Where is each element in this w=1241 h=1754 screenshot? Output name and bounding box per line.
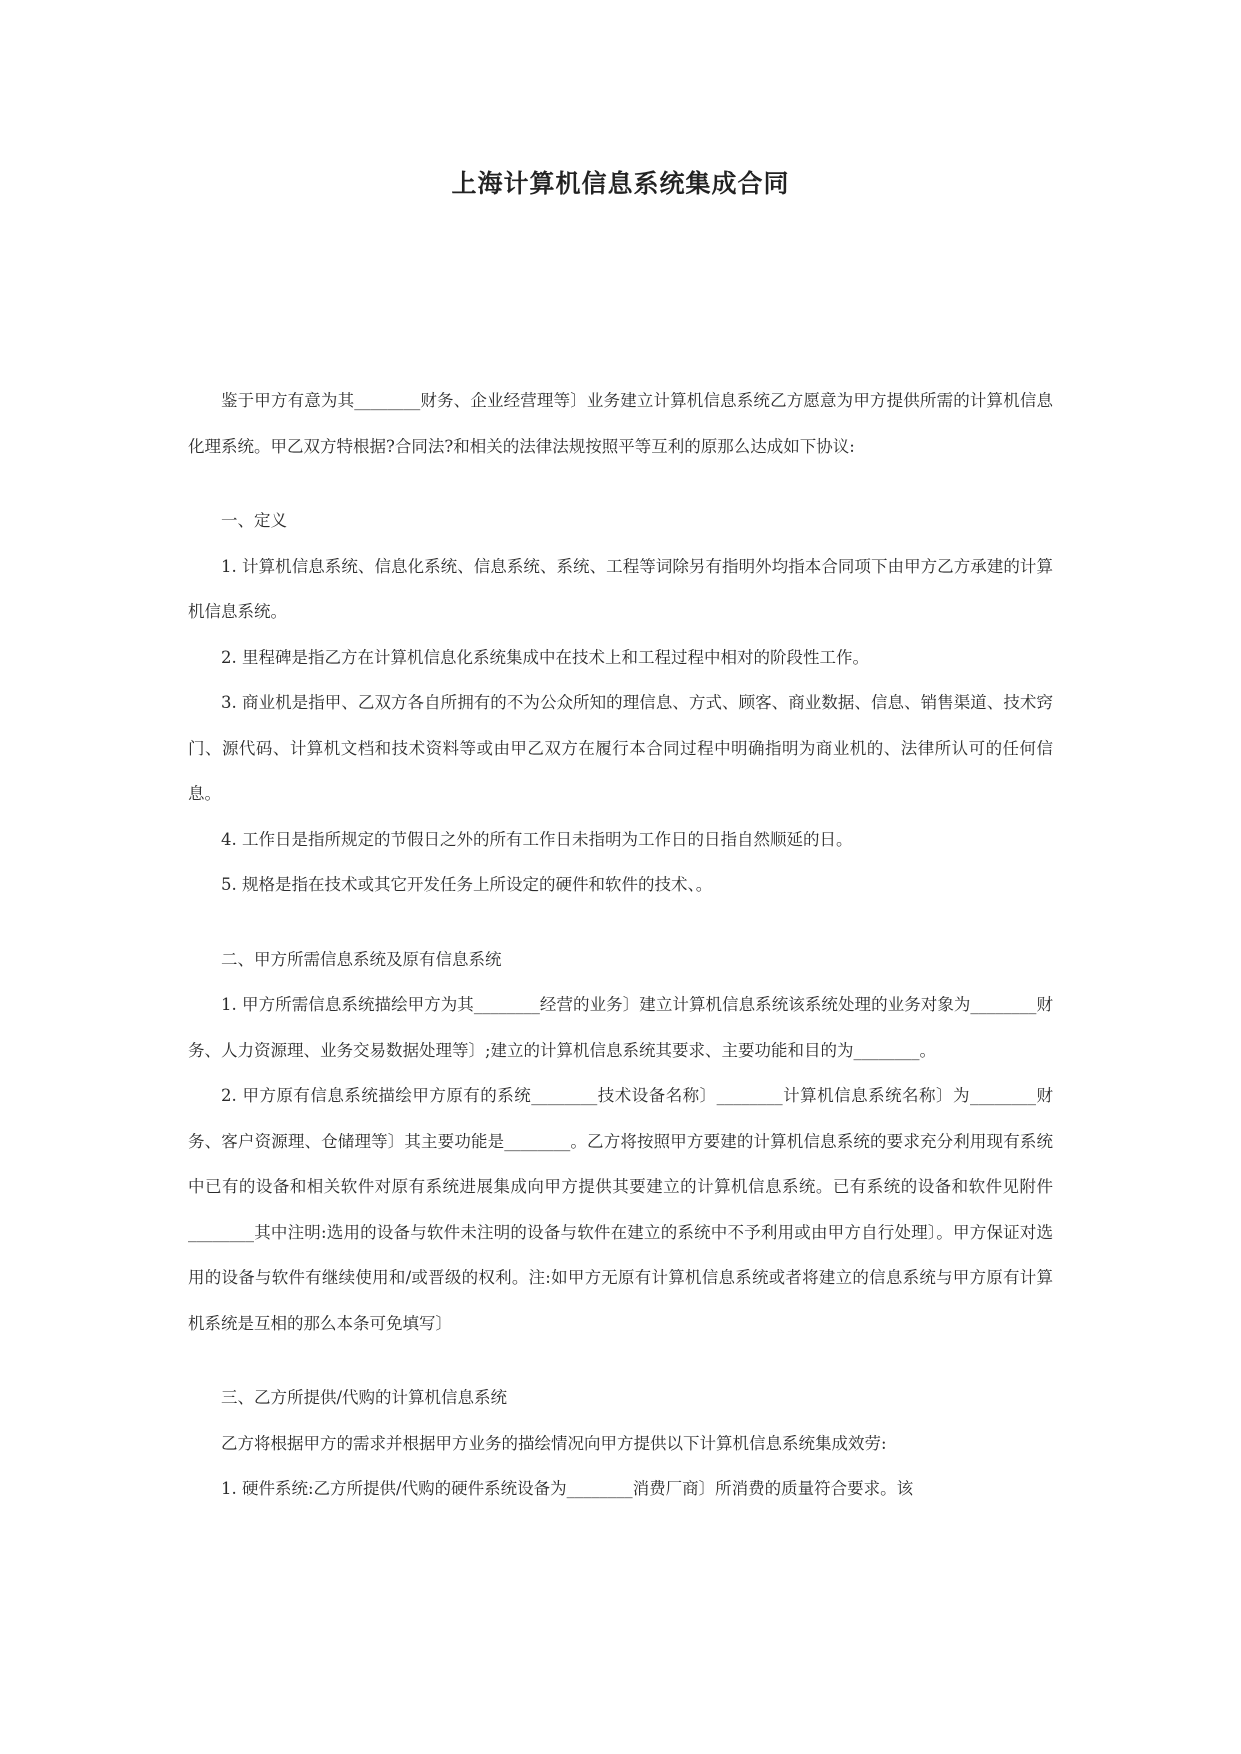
document-body bbox=[188, 378, 1053, 1512]
definition-item: 5. 规格是指在技术或其它开发任务上所设定的硬件和软件的技术、。 bbox=[221, 875, 713, 894]
definition-item: 3. 商业机是指甲、乙双方各自所拥有的不为公众所知的理信息、方式、顾客、商业数据、信息、销售渠道、技术窍门、源代码、计算机文档和技术资料等或由甲乙双方在履行本合同过程中明确指明为商业机的、法律所认可的任何信息。 bbox=[188, 693, 1053, 803]
section-lead-paragraph: 乙方将根据甲方的需求并根据甲方业务的描绘情况向甲方提供以下计算机信息系统集成效劳: bbox=[221, 1433, 887, 1453]
definition-item: 2. 里程碑是指乙方在计算机信息化系统集成中在技术上和工程过程中相对的阶段性工作。 bbox=[221, 647, 869, 667]
intro-paragraph: 鉴于甲方有意为其________财务、企业经营理等〕业务建立计算机信息系统乙方愿意为甲方提供所需的计算机信息化理系统。甲乙双方特根据?合同法?和相关的法律法规按照平等互利的原那么达成如下协议: bbox=[188, 391, 1053, 456]
section-heading-party-a-systems: 二、甲方所需信息系统及原有信息系统 bbox=[221, 949, 502, 969]
section-heading-definitions: 一、定义 bbox=[221, 511, 287, 530]
document-title: 上海计算机信息系统集成合同 bbox=[451, 169, 790, 198]
clause-paragraph: 1. 甲方所需信息系统描绘甲方为其________经营的业务〕建立计算机信息系统该系统处理的业务对象为________财务、人力资源理、业务交易数据处理等〕;建立的计算机信息系统其要求、主要功能和目的为________。 bbox=[188, 995, 1053, 1060]
definition-item: 4. 工作日是指所规定的节假日之外的所有工作日未指明为工作日的日指自然顺延的日。 bbox=[221, 829, 853, 849]
clause-paragraph: 1. 硬件系统:乙方所提供/代购的硬件系统设备为________消费厂商〕所消费的质量符合要求。该 bbox=[221, 1479, 914, 1498]
section-heading-party-b-systems: 三、乙方所提供/代购的计算机信息系统 bbox=[221, 1388, 508, 1407]
clause-paragraph: 2. 甲方原有信息系统描绘甲方原有的系统________技术设备名称〕________计算机信息系统名称〕为________财务、客户资源理、仓储理等〕其主要功能是________。乙方将按照甲方要建的计算机信息系统的要求充分利用现有系统中已有的设备和相关软件对原有系统进展集成向甲方提供其要建立的计算机信息系统。已有系统的设备和软件见附件________其中注明:选用的设备与软件未注明的设备与软件在建立的系统中不予利用或由甲方自行处理〕。甲方保证对选用的设备与软件有继续使用和/或晋级的权利。注:如甲方无原有计算机信息系统或者将建立的信息系统与甲方原有计算机系统是互相的那么本条可免填写〕 bbox=[188, 1086, 1053, 1333]
definition-item: 1. 计算机信息系统、信息化系统、信息系统、系统、工程等词除另有指明外均指本合同项下由甲方乙方承建的计算机信息系统。 bbox=[188, 556, 1053, 621]
